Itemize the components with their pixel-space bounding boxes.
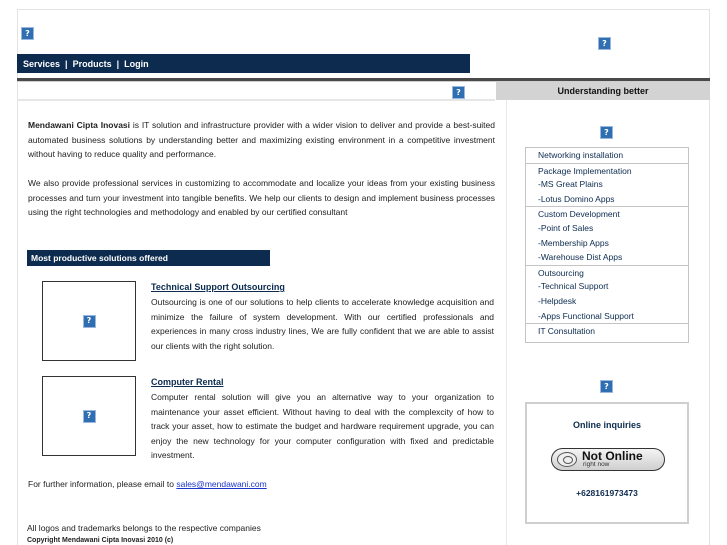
services-paragraph: We also provide professional services in customizing to accommodate and localize your ideas from your existing business processes and turn your investment into tangible benefits. We help our clients to design and implement business processes using the right technologies and methodology and enabled by our certified consultant <box>28 178 495 217</box>
status-sub-label: right now <box>583 461 610 469</box>
menu-item-helpdesk[interactable]: -Helpdesk <box>538 295 577 306</box>
sidebar-broken-image-icon: ? <box>600 126 613 139</box>
sidebar-menu <box>525 147 689 343</box>
contact-line <box>28 479 267 489</box>
chat-status-icon <box>557 452 577 467</box>
contact-prefix: For further information, please email to <box>28 479 177 489</box>
menu-item-warehouse-dist-apps[interactable]: -Warehouse Dist Apps <box>538 252 623 263</box>
menu-item-technical-support[interactable]: -Technical Support <box>538 281 609 292</box>
intro-paragraph <box>28 118 495 162</box>
inquiries-broken-image-icon: ? <box>600 380 613 393</box>
menu-item-membership-apps[interactable]: -Membership Apps <box>538 237 609 248</box>
contact-email-link[interactable]: sales@mendawani.com <box>176 479 267 489</box>
inquiries-title: Online inquiries <box>572 420 641 430</box>
online-inquiries-box <box>525 402 689 524</box>
tech-support-title-link[interactable]: Technical Support Outsourcing <box>151 282 285 292</box>
content-top-bar <box>17 99 495 101</box>
banner-broken-image-icon: ? <box>598 37 611 50</box>
menu-item-point-of-sales[interactable]: -Point of Sales <box>538 222 594 233</box>
tech-support-description: Outsourcing is one of our solutions to help clients to accelerate knowledge acquisition and minimize the failure of system development. With our certified professionals and experiences in many cross industry lines, We are fully confident that we are able to assist our clients with the right solution. <box>151 297 494 351</box>
trademarks-notice: All logos and trademarks belongs to the respective companies <box>27 523 261 533</box>
nav-services-link[interactable]: Services <box>23 58 61 69</box>
tech-support-thumbnail <box>42 281 136 361</box>
content-broken-image-icon: ? <box>452 86 465 99</box>
company-name: Mendawani Cipta Inovasi <box>28 120 131 130</box>
menu-item-networking[interactable]: Networking installation <box>538 150 624 160</box>
computer-rental-thumbnail <box>42 376 136 456</box>
intro-text: is IT solution and infrastructure provider with a wider vision to deliver and provide a best-suited automated business solutions by understanding better and maximizing existing environment in a competitive investment without having to reduce quality and performance. <box>28 120 495 159</box>
status-text <box>582 450 643 469</box>
phone-number: +628161973473 <box>576 488 638 498</box>
menu-item-ms-great-plains[interactable]: -MS Great Plains <box>538 179 603 190</box>
menu-item-custom-development[interactable]: Custom Development <box>526 206 688 221</box>
sidebar-heading: Understanding better <box>496 82 710 100</box>
computer-rental-title-link[interactable]: Computer Rental <box>151 377 224 387</box>
menu-item-apps-functional-support[interactable]: -Apps Functional Support <box>538 310 634 321</box>
menu-item-it-consultation[interactable]: IT Consultation <box>526 323 688 338</box>
status-main-label: Not Online <box>582 449 643 464</box>
solutions-heading: Most productive solutions offered <box>27 250 270 266</box>
nav-separator: | <box>65 58 68 69</box>
computer-rental-description: Computer rental solution will give you an alternative way to your organization to maintenance your asset efficient. Without having to deal with the complexcity of how to track your asset, how to estimate the budget and hardware requirement upgrade, you can enjoy the new technology for your computer configuration with fixed and predictable investment. <box>151 392 494 460</box>
online-status-button[interactable] <box>551 448 665 471</box>
broken-image-icon: ? <box>83 410 96 423</box>
column-divider <box>506 100 507 545</box>
menu-item-package-implementation[interactable]: Package Implementation <box>526 163 688 178</box>
nav-products-link[interactable]: Products <box>72 58 112 69</box>
nav-separator: | <box>116 58 120 69</box>
top-nav-bar <box>17 54 470 73</box>
menu-item-lotus-domino[interactable]: -Lotus Domino Apps <box>538 193 615 204</box>
copyright-notice: Copyright Mendawani Cipta Inovasi 2010 (c) <box>27 537 174 544</box>
nav-login-link[interactable]: Login <box>124 58 149 69</box>
menu-item-outsourcing[interactable]: Outsourcing <box>526 265 688 280</box>
logo-broken-image-icon: ? <box>21 27 34 40</box>
broken-image-icon: ? <box>83 315 96 328</box>
